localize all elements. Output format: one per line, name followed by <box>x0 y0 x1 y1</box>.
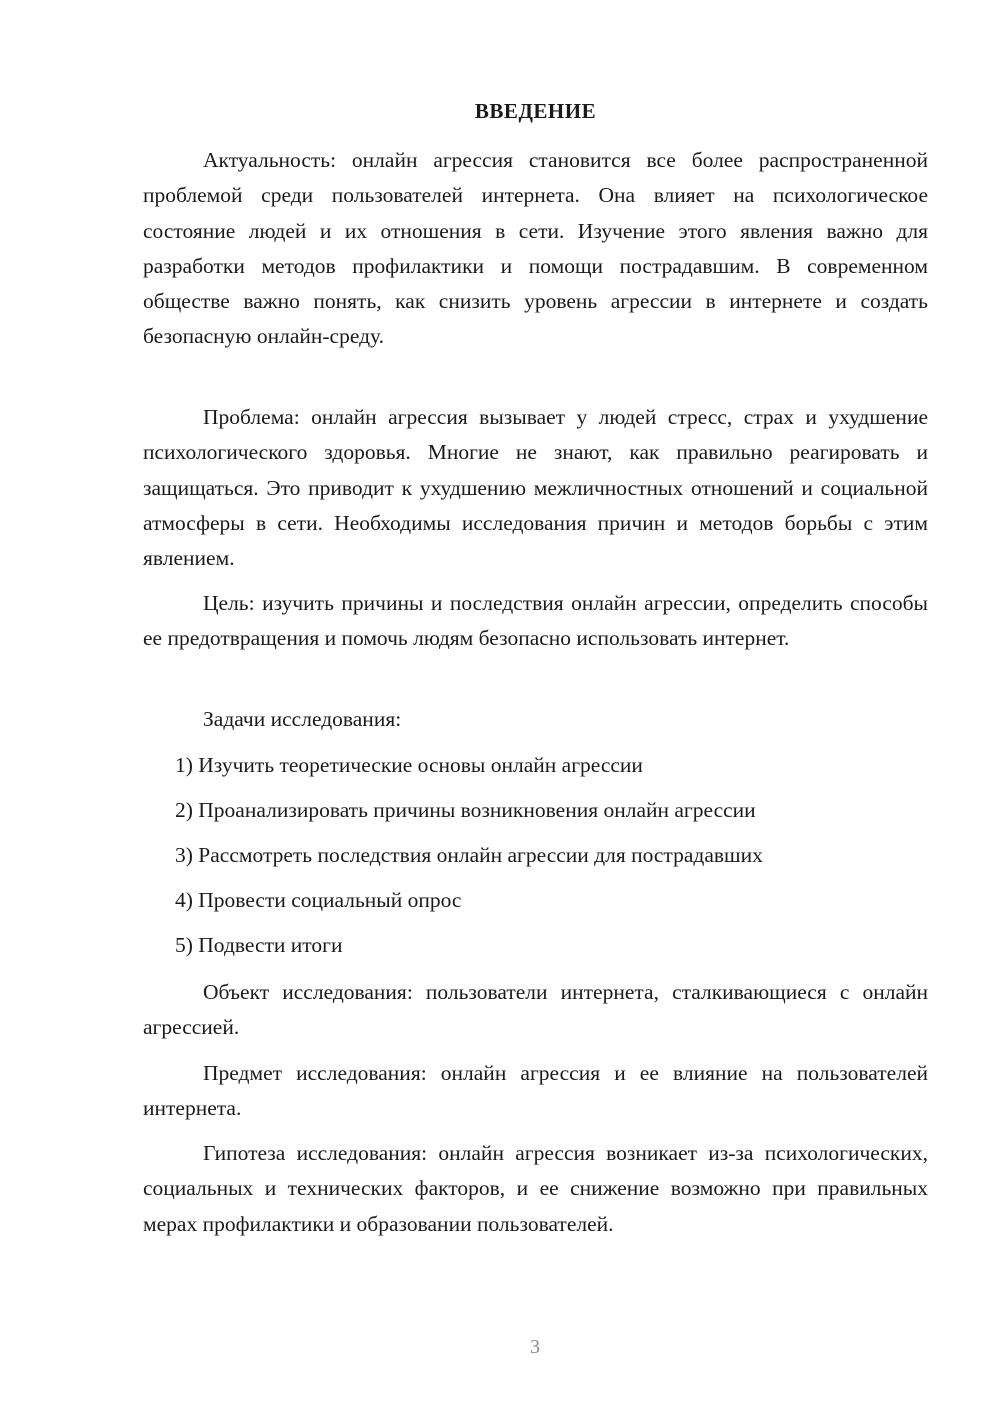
paragraph-object: Объект исследования: пользователи интернета, сталкивающиеся с онлайн агрессией. <box>143 980 928 1040</box>
paragraph-goal: Цель: изучить причины и последствия онлайн агрессии, определить способы ее предотвращения и помочь людям безопасно использовать интернет. <box>143 591 928 651</box>
task-item: 3) Рассмотреть последствия онлайн агрессии для пострадавших <box>175 843 763 867</box>
paragraph-subject: Предмет исследования: онлайн агрессия и ее влияние на пользователей интернета. <box>143 1061 928 1121</box>
task-item: 4) Провести социальный опрос <box>175 888 462 912</box>
task-item: 1) Изучить теоретические основы онлайн агрессии <box>175 753 643 777</box>
page-number: 3 <box>530 1336 540 1358</box>
tasks-heading: Задачи исследования: <box>203 707 402 731</box>
task-item: 5) Подвести итоги <box>175 933 343 957</box>
task-item: 2) Проанализировать причины возникновения онлайн агрессии <box>175 798 756 822</box>
paragraph-relevance: Актуальность: онлайн агрессия становится все более распространенной проблемой среди пользователей интернета. Она влияет на психологическое состояние людей и их отношения в сети. Изучение этого явления важно для разработки методов профилактики и помощи пострадавшим. В современном обществе важно понять, как снизить уровень агрессии в интернете и создать безопасную онлайн-среду. <box>143 148 928 349</box>
paragraph-problem: Проблема: онлайн агрессия вызывает у людей стресс, страх и ухудшение психологического здоровья. Многие не знают, как правильно реагировать и защищаться. Это приводит к ухудшению межличностных отношений и социальной атмосферы в сети. Необходимы исследования причин и методов борьбы с этим явлением. <box>143 405 928 571</box>
paragraph-hypothesis: Гипотеза исследования: онлайн агрессия возникает из-за психологических, социальных и технических факторов, и ее снижение возможно при правильных мерах профилактики и образовании пользователей. <box>143 1141 928 1236</box>
page-title: ВВЕДЕНИЕ <box>474 99 597 123</box>
